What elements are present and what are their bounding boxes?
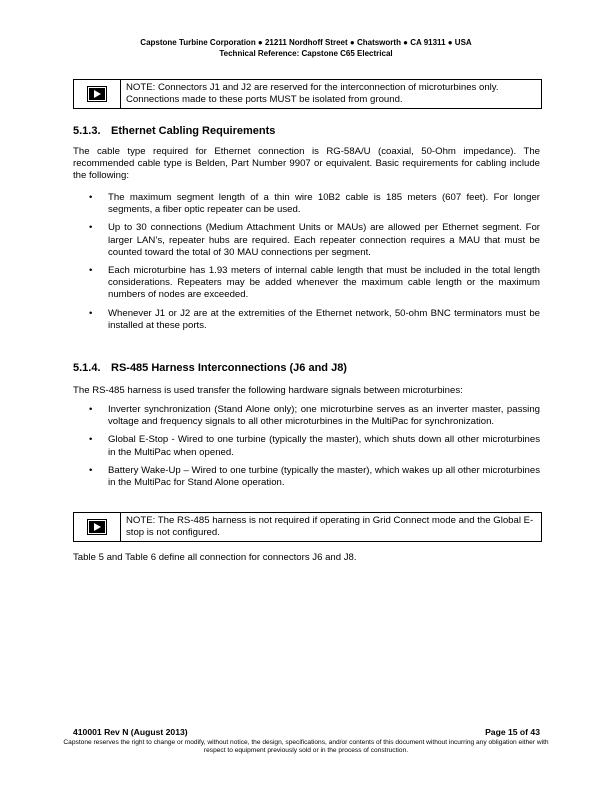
- list-item: • Inverter synchronization (Stand Alone only); one microturbine serves as an inverter master, passing voltage and frequency signals to all other microturbines in the MultiPac for synchronization.: [89, 404, 540, 428]
- footer-doc-number: 410001 Rev N (August 2013): [73, 727, 188, 737]
- header-doc-title: Technical Reference: Capstone C65 Electrical: [219, 48, 393, 58]
- section-intro: The RS-485 harness is used transfer the following hardware signals between microturbines:: [73, 385, 463, 396]
- arrow-right-icon: [74, 80, 121, 108]
- list-item: • Battery Wake-Up – Wired to one turbine (typically the master), which wakes up all other microturbines in the MultiPac for Stand Alone operation.: [89, 464, 540, 489]
- note-text: NOTE: The RS-485 harness is not required if operating in Grid Connect mode and the Global E-stop is not configured.: [126, 515, 534, 539]
- section-number: 5.1.4.: [73, 362, 101, 374]
- list-item: • The maximum segment length of a thin wire 10B2 cable is 185 meters (607 feet). For longer segments, a fiber optic repeater can be used.: [89, 192, 540, 216]
- bullet-list: [73, 192, 540, 338]
- section-title: Ethernet Cabling Requirements: [111, 125, 276, 137]
- closing-text: Table 5 and Table 6 define all connection for connectors J6 and J8.: [73, 552, 357, 563]
- list-item: • Up to 30 connections (Medium Attachment Units or MAUs) are allowed per Ethernet segment. For larger LAN’s, repeater hubs are required. Each repeater connection requires a MAU that must be counted toward the total of 30 MAU connections per segment.: [89, 222, 540, 258]
- note-text: NOTE: Connectors J1 and J2 are reserved for the interconnection of microturbines only. Connections made to these ports MUST be isolated from ground.: [126, 82, 499, 106]
- section-number: 5.1.3.: [73, 125, 101, 137]
- list-item: • Global E-Stop - Wired to one turbine (typically the master), which shuts down all other microturbines in the MultiPac when opened.: [89, 434, 540, 458]
- footer-page-number: Page 15 of 43: [485, 727, 540, 737]
- list-item: • Whenever J1 or J2 are at the extremities of the Ethernet network, 50-ohm BNC terminators must be installed at these ports.: [89, 307, 540, 331]
- bullet-list: [73, 404, 540, 495]
- section-heading: [73, 362, 347, 374]
- note-box: [73, 512, 542, 542]
- header-address: Capstone Turbine Corporation ● 21211 Nordhoff Street ● Chatsworth ● CA 91311 ● USA: [140, 38, 472, 47]
- section-heading: [73, 125, 275, 137]
- note-box: [73, 79, 542, 109]
- section-intro: The cable type required for Ethernet connection is RG-58A/U (coaxial, 50-Ohm impedance). The recommended cable type is Belden, Part Number 9907 or equivalent. Basic requirements for cabling include the following:: [73, 146, 540, 182]
- arrow-right-icon: [74, 513, 121, 541]
- section-title: RS-485 Harness Interconnections (J6 and J8): [111, 362, 347, 374]
- list-item: • Each microturbine has 1.93 meters of internal cable length that must be included in the total length considerations. Repeaters may be added whenever the maximum cable length or the maximum numbers of nodes are exceeded.: [89, 265, 540, 301]
- footer-disclaimer: Capstone reserves the right to change or modify, without notice, the design, specifications, and/or contents of this document without incurring any obligation either with respect to equipment previously sold or in the process of construction.: [63, 739, 549, 755]
- page-header: [0, 38, 612, 59]
